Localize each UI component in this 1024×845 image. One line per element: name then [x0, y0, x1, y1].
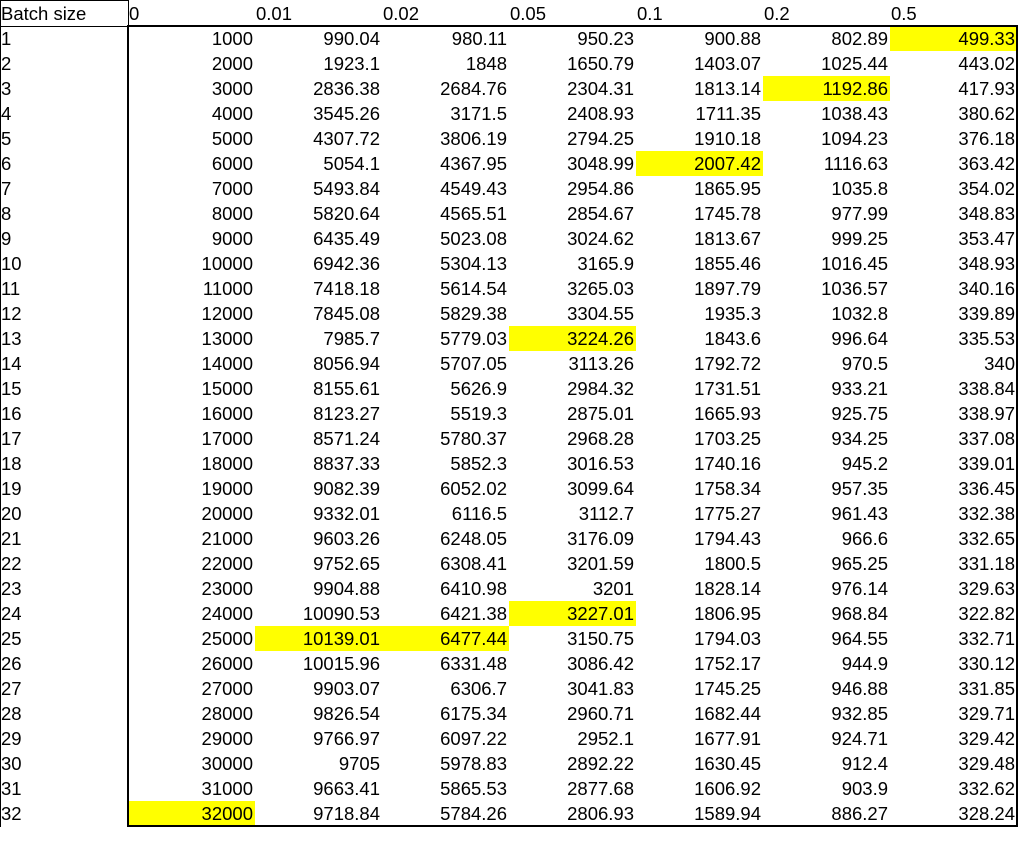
data-cell[interactable]: 1800.5: [704, 553, 761, 574]
data-cell[interactable]: 2960.71: [567, 703, 634, 724]
data-cell[interactable]: 4549.43: [440, 178, 507, 199]
highlighted-cell[interactable]: 2007.42: [636, 151, 763, 176]
row-label[interactable]: 30: [1, 753, 22, 774]
data-cell[interactable]: 977.99: [831, 203, 888, 224]
data-cell[interactable]: 19000: [201, 478, 253, 499]
highlighted-cell[interactable]: 32000: [128, 801, 255, 826]
data-cell[interactable]: 2952.1: [577, 728, 634, 749]
data-cell[interactable]: 31000: [201, 778, 253, 799]
data-cell[interactable]: 3024.62: [567, 228, 634, 249]
data-cell[interactable]: 996.64: [831, 328, 888, 349]
data-cell[interactable]: 5614.54: [440, 278, 507, 299]
data-cell[interactable]: 335.53: [958, 328, 1015, 349]
data-cell[interactable]: 6175.34: [440, 703, 507, 724]
row-label[interactable]: 17: [1, 428, 22, 449]
data-cell[interactable]: 2806.93: [567, 803, 634, 824]
data-cell[interactable]: 999.25: [831, 228, 888, 249]
data-cell[interactable]: 945.2: [841, 453, 888, 474]
data-cell[interactable]: 2000: [211, 53, 253, 74]
data-cell[interactable]: 332.65: [958, 528, 1015, 549]
data-cell[interactable]: 2875.01: [567, 403, 634, 424]
data-cell[interactable]: 5023.08: [440, 228, 507, 249]
data-cell[interactable]: 976.14: [831, 578, 888, 599]
row-label[interactable]: 32: [1, 803, 22, 824]
data-cell[interactable]: 1865.95: [694, 178, 761, 199]
data-cell[interactable]: 1752.17: [694, 653, 761, 674]
data-cell[interactable]: 332.71: [958, 628, 1015, 649]
data-cell[interactable]: 376.18: [958, 128, 1015, 149]
data-cell[interactable]: 8837.33: [313, 453, 380, 474]
data-cell[interactable]: 5780.37: [440, 428, 507, 449]
data-cell[interactable]: 13000: [201, 328, 253, 349]
data-cell[interactable]: 1032.8: [831, 303, 888, 324]
data-cell[interactable]: 1855.46: [694, 253, 761, 274]
data-cell[interactable]: 329.63: [958, 578, 1015, 599]
data-cell[interactable]: 6000: [211, 153, 253, 174]
data-cell[interactable]: 8571.24: [313, 428, 380, 449]
row-label[interactable]: 26: [1, 653, 22, 674]
data-cell[interactable]: 4367.95: [440, 153, 507, 174]
data-cell[interactable]: 2794.25: [567, 128, 634, 149]
data-cell[interactable]: 348.93: [958, 253, 1015, 274]
data-cell[interactable]: 339.01: [958, 453, 1015, 474]
row-label[interactable]: 16: [1, 403, 22, 424]
data-cell[interactable]: 8000: [211, 203, 253, 224]
data-cell[interactable]: 7985.7: [323, 328, 380, 349]
data-cell[interactable]: 1677.91: [694, 728, 761, 749]
data-cell[interactable]: 5626.9: [450, 378, 507, 399]
data-cell[interactable]: 2954.86: [567, 178, 634, 199]
row-label[interactable]: 21: [1, 528, 22, 549]
data-cell[interactable]: 802.89: [831, 28, 888, 49]
data-cell[interactable]: 3086.42: [567, 653, 634, 674]
data-cell[interactable]: 9332.01: [313, 503, 380, 524]
data-cell[interactable]: 3099.64: [567, 478, 634, 499]
row-label[interactable]: 2: [1, 53, 12, 74]
highlighted-cell[interactable]: 10139.01: [255, 626, 382, 651]
data-cell[interactable]: 339.89: [958, 303, 1015, 324]
data-cell[interactable]: 2892.22: [567, 753, 634, 774]
highlighted-cell[interactable]: 3224.26: [509, 326, 636, 351]
data-cell[interactable]: 340.16: [958, 278, 1015, 299]
data-cell[interactable]: 903.9: [841, 778, 888, 799]
data-cell[interactable]: 2836.38: [313, 78, 380, 99]
data-cell[interactable]: 1703.25: [694, 428, 761, 449]
data-cell[interactable]: 2304.31: [567, 78, 634, 99]
row-label[interactable]: 25: [1, 628, 22, 649]
data-cell[interactable]: 5054.1: [323, 153, 380, 174]
data-cell[interactable]: 4565.51: [440, 203, 507, 224]
data-cell[interactable]: 329.48: [958, 753, 1015, 774]
data-cell[interactable]: 1745.25: [694, 678, 761, 699]
data-cell[interactable]: 3171.5: [450, 103, 507, 124]
data-cell[interactable]: 338.97: [958, 403, 1015, 424]
data-cell[interactable]: 980.11: [451, 28, 507, 49]
data-cell[interactable]: 1116.63: [823, 153, 888, 174]
data-cell[interactable]: 328.24: [958, 803, 1015, 824]
row-label[interactable]: 1: [1, 28, 12, 49]
data-cell[interactable]: 5493.84: [313, 178, 380, 199]
data-cell[interactable]: 3041.83: [567, 678, 634, 699]
data-cell[interactable]: 1731.51: [694, 378, 761, 399]
data-cell[interactable]: 7845.08: [313, 303, 380, 324]
data-cell[interactable]: 1038.43: [821, 103, 888, 124]
row-label[interactable]: 13: [1, 328, 22, 349]
data-cell[interactable]: 2968.28: [567, 428, 634, 449]
data-cell[interactable]: 1910.18: [694, 128, 761, 149]
column-header[interactable]: 0.1: [637, 3, 663, 24]
row-label[interactable]: 6: [1, 153, 12, 174]
data-cell[interactable]: 9826.54: [313, 703, 380, 724]
data-cell[interactable]: 27000: [201, 678, 253, 699]
data-cell[interactable]: 331.85: [958, 678, 1015, 699]
data-cell[interactable]: 3304.55: [567, 303, 634, 324]
data-cell[interactable]: 1843.6: [704, 328, 761, 349]
data-cell[interactable]: 4000: [211, 103, 253, 124]
row-label[interactable]: 18: [1, 453, 22, 474]
data-cell[interactable]: 7418.18: [313, 278, 380, 299]
data-cell[interactable]: 7000: [211, 178, 253, 199]
data-cell[interactable]: 6331.48: [440, 653, 507, 674]
row-label[interactable]: 29: [1, 728, 22, 749]
data-cell[interactable]: 1758.34: [694, 478, 761, 499]
data-cell[interactable]: 964.55: [831, 628, 888, 649]
data-cell[interactable]: 9718.84: [313, 803, 380, 824]
data-cell[interactable]: 1794.43: [694, 528, 761, 549]
data-cell[interactable]: 1606.92: [694, 778, 761, 799]
data-cell[interactable]: 957.35: [831, 478, 888, 499]
column-header[interactable]: 0.2: [764, 3, 790, 24]
row-label[interactable]: 15: [1, 378, 22, 399]
column-header[interactable]: 0: [129, 3, 140, 24]
data-cell[interactable]: 6052.02: [440, 478, 507, 499]
data-cell[interactable]: 9705: [338, 753, 380, 774]
column-header[interactable]: 0.05: [510, 3, 547, 24]
data-cell[interactable]: 18000: [201, 453, 253, 474]
data-cell[interactable]: 933.21: [831, 378, 888, 399]
data-cell[interactable]: 1792.72: [694, 353, 761, 374]
data-cell[interactable]: 5852.3: [450, 453, 507, 474]
row-label[interactable]: 9: [1, 228, 12, 249]
data-cell[interactable]: 1775.27: [694, 503, 761, 524]
data-cell[interactable]: 965.25: [831, 553, 888, 574]
data-cell[interactable]: 1813.14: [694, 78, 761, 99]
column-header[interactable]: 0.01: [256, 3, 293, 24]
data-cell[interactable]: 16000: [201, 403, 253, 424]
data-cell[interactable]: 20000: [201, 503, 253, 524]
data-cell[interactable]: 6248.05: [440, 528, 507, 549]
data-cell[interactable]: 6308.41: [440, 553, 507, 574]
row-label[interactable]: 4: [1, 103, 12, 124]
data-cell[interactable]: 5784.26: [440, 803, 507, 824]
data-cell[interactable]: 5865.53: [440, 778, 507, 799]
data-cell[interactable]: 1745.78: [694, 203, 761, 224]
data-cell[interactable]: 9000: [211, 228, 253, 249]
data-cell[interactable]: 1094.23: [821, 128, 888, 149]
row-label[interactable]: 22: [1, 553, 22, 574]
data-cell[interactable]: 4307.72: [313, 128, 380, 149]
data-cell[interactable]: 9752.65: [313, 553, 380, 574]
data-cell[interactable]: 932.85: [831, 703, 888, 724]
data-cell[interactable]: 9903.07: [313, 678, 380, 699]
data-cell[interactable]: 9603.26: [313, 528, 380, 549]
data-cell[interactable]: 8123.27: [313, 403, 380, 424]
data-cell[interactable]: 9082.39: [313, 478, 380, 499]
data-cell[interactable]: 1923.1: [323, 53, 380, 74]
data-cell[interactable]: 24000: [201, 603, 253, 624]
data-cell[interactable]: 22000: [201, 553, 253, 574]
data-cell[interactable]: 925.75: [831, 403, 888, 424]
data-cell[interactable]: 23000: [201, 578, 253, 599]
data-cell[interactable]: 5820.64: [313, 203, 380, 224]
data-cell[interactable]: 3016.53: [567, 453, 634, 474]
data-cell[interactable]: 944.9: [841, 653, 888, 674]
data-cell[interactable]: 6306.7: [450, 678, 507, 699]
data-cell[interactable]: 934.25: [831, 428, 888, 449]
data-cell[interactable]: 886.27: [831, 803, 888, 824]
data-cell[interactable]: 2684.76: [440, 78, 507, 99]
row-label[interactable]: 23: [1, 578, 22, 599]
highlighted-cell[interactable]: 6477.44: [382, 626, 509, 651]
data-cell[interactable]: 1650.79: [567, 53, 634, 74]
data-cell[interactable]: 1828.14: [694, 578, 761, 599]
row-label[interactable]: 20: [1, 503, 22, 524]
data-cell[interactable]: 11000: [202, 278, 253, 299]
data-cell[interactable]: 2854.67: [567, 203, 634, 224]
data-cell[interactable]: 329.42: [958, 728, 1015, 749]
data-cell[interactable]: 1848: [465, 53, 507, 74]
data-cell[interactable]: 3176.09: [567, 528, 634, 549]
data-cell[interactable]: 1711.35: [695, 103, 761, 124]
data-cell[interactable]: 5779.03: [440, 328, 507, 349]
data-cell[interactable]: 2984.32: [567, 378, 634, 399]
data-cell[interactable]: 3150.75: [567, 628, 634, 649]
data-cell[interactable]: 968.84: [831, 603, 888, 624]
row-label[interactable]: 7: [1, 178, 12, 199]
data-cell[interactable]: 10015.96: [302, 653, 380, 674]
highlighted-cell[interactable]: 1192.86: [763, 76, 890, 101]
data-cell[interactable]: 1000: [211, 28, 253, 49]
data-cell[interactable]: 3806.19: [440, 128, 507, 149]
data-cell[interactable]: 3048.99: [567, 153, 634, 174]
data-cell[interactable]: 331.18: [958, 553, 1015, 574]
data-cell[interactable]: 26000: [201, 653, 253, 674]
data-cell[interactable]: 353.47: [958, 228, 1015, 249]
column-header[interactable]: 0.02: [383, 3, 420, 24]
data-cell[interactable]: 5000: [211, 128, 253, 149]
data-cell[interactable]: 3545.26: [313, 103, 380, 124]
data-cell[interactable]: 3000: [211, 78, 253, 99]
highlighted-cell[interactable]: 499.33: [890, 26, 1017, 51]
data-cell[interactable]: 966.6: [841, 528, 888, 549]
row-label[interactable]: 24: [1, 603, 22, 624]
row-label[interactable]: 19: [1, 478, 22, 499]
row-label[interactable]: 11: [1, 278, 21, 299]
data-cell[interactable]: 946.88: [831, 678, 888, 699]
corner-header-batch-size[interactable]: Batch size: [1, 3, 87, 24]
data-cell[interactable]: 17000: [201, 428, 253, 449]
data-cell[interactable]: 1630.45: [694, 753, 761, 774]
data-cell[interactable]: 10000: [201, 253, 253, 274]
row-label[interactable]: 12: [1, 303, 22, 324]
data-cell[interactable]: 1813.67: [694, 228, 761, 249]
data-cell[interactable]: 338.84: [958, 378, 1015, 399]
data-cell[interactable]: 5304.13: [440, 253, 507, 274]
data-cell[interactable]: 3201: [592, 578, 634, 599]
data-cell[interactable]: 1016.45: [821, 253, 888, 274]
data-cell[interactable]: 950.23: [577, 28, 634, 49]
data-cell[interactable]: 1897.79: [694, 278, 761, 299]
data-cell[interactable]: 3265.03: [567, 278, 634, 299]
data-cell[interactable]: 5519.3: [450, 403, 507, 424]
data-cell[interactable]: 1589.94: [694, 803, 761, 824]
data-cell[interactable]: 6097.22: [440, 728, 507, 749]
column-header[interactable]: 0.5: [891, 3, 917, 24]
data-cell[interactable]: 15000: [201, 378, 253, 399]
data-cell[interactable]: 337.08: [958, 428, 1015, 449]
data-cell[interactable]: 30000: [201, 753, 253, 774]
data-cell[interactable]: 12000: [201, 303, 253, 324]
row-label[interactable]: 27: [1, 678, 22, 699]
data-cell[interactable]: 1403.07: [694, 53, 761, 74]
data-cell[interactable]: 5829.38: [440, 303, 507, 324]
data-cell[interactable]: 3113.26: [568, 353, 634, 374]
data-cell[interactable]: 9663.41: [313, 778, 380, 799]
data-cell[interactable]: 990.04: [323, 28, 380, 49]
data-cell[interactable]: 14000: [201, 353, 253, 374]
data-cell[interactable]: 354.02: [958, 178, 1015, 199]
row-label[interactable]: 10: [1, 253, 22, 274]
data-cell[interactable]: 322.82: [958, 603, 1015, 624]
data-cell[interactable]: 1035.8: [831, 178, 888, 199]
data-cell[interactable]: 332.38: [958, 503, 1015, 524]
data-cell[interactable]: 6116.5: [451, 503, 507, 524]
data-cell[interactable]: 3165.9: [577, 253, 634, 274]
row-label[interactable]: 28: [1, 703, 22, 724]
data-cell[interactable]: 1025.44: [821, 53, 888, 74]
row-label[interactable]: 8: [1, 203, 12, 224]
data-cell[interactable]: 8155.61: [313, 378, 380, 399]
data-cell[interactable]: 6410.98: [440, 578, 507, 599]
data-cell[interactable]: 1036.57: [821, 278, 888, 299]
highlighted-cell[interactable]: 3227.01: [509, 601, 636, 626]
data-cell[interactable]: 1935.3: [704, 303, 761, 324]
data-cell[interactable]: 332.62: [958, 778, 1015, 799]
data-cell[interactable]: 329.71: [958, 703, 1015, 724]
data-cell[interactable]: 336.45: [958, 478, 1015, 499]
data-cell[interactable]: 9766.97: [313, 728, 380, 749]
data-cell[interactable]: 1665.93: [694, 403, 761, 424]
row-label[interactable]: 31: [1, 778, 22, 799]
data-cell[interactable]: 6942.36: [313, 253, 380, 274]
data-cell[interactable]: 1682.44: [694, 703, 761, 724]
data-cell[interactable]: 25000: [201, 628, 253, 649]
data-cell[interactable]: 3112.7: [578, 503, 634, 524]
data-cell[interactable]: 2877.68: [567, 778, 634, 799]
data-cell[interactable]: 2408.93: [567, 103, 634, 124]
row-label[interactable]: 5: [1, 128, 12, 149]
data-cell[interactable]: 28000: [201, 703, 253, 724]
data-cell[interactable]: 29000: [201, 728, 253, 749]
data-cell[interactable]: 21000: [201, 528, 253, 549]
data-cell[interactable]: 348.83: [958, 203, 1015, 224]
data-cell[interactable]: 5707.05: [440, 353, 507, 374]
data-cell[interactable]: 8056.94: [313, 353, 380, 374]
data-cell[interactable]: 900.88: [704, 28, 761, 49]
data-cell[interactable]: 6435.49: [313, 228, 380, 249]
data-cell[interactable]: 3201.59: [567, 553, 634, 574]
data-cell[interactable]: 961.43: [831, 503, 888, 524]
data-cell[interactable]: 380.62: [958, 103, 1015, 124]
data-cell[interactable]: 1806.95: [694, 603, 761, 624]
row-label[interactable]: 3: [1, 78, 12, 99]
data-cell[interactable]: 1794.03: [694, 628, 761, 649]
data-cell[interactable]: 417.93: [958, 78, 1015, 99]
data-cell[interactable]: 330.12: [958, 653, 1015, 674]
data-cell[interactable]: 912.4: [841, 753, 888, 774]
data-cell[interactable]: 6421.38: [440, 603, 507, 624]
data-cell[interactable]: 443.02: [958, 53, 1015, 74]
data-cell[interactable]: 5978.83: [440, 753, 507, 774]
data-cell[interactable]: 9904.88: [313, 578, 380, 599]
data-cell[interactable]: 363.42: [958, 153, 1015, 174]
data-cell[interactable]: 1740.16: [694, 453, 761, 474]
data-cell[interactable]: 10090.53: [302, 603, 380, 624]
data-cell[interactable]: 340: [984, 353, 1015, 374]
data-cell[interactable]: 924.71: [831, 728, 888, 749]
data-cell[interactable]: 970.5: [841, 353, 888, 374]
row-label[interactable]: 14: [1, 353, 22, 374]
